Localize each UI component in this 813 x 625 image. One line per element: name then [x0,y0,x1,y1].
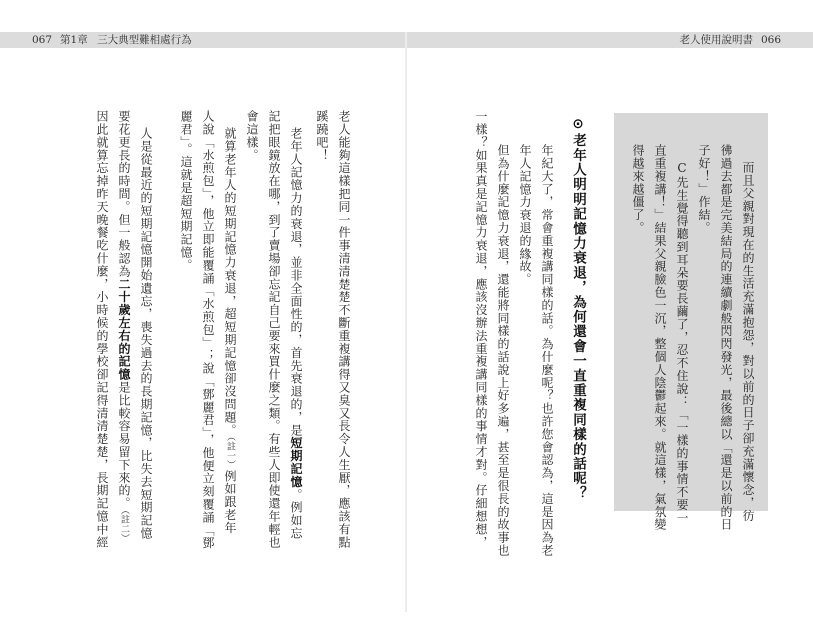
text-run: C先生覺得聽到耳朵要長繭了，忍不住說：「一樣的事情不要一 [675,161,689,525]
text-column [517,144,533,286]
text-run: 記把眼鏡放在哪，到了賣場卻忘記自己要來買什麼之類。有些人即使還年輕也 [267,110,281,549]
footnote-marker: （註一） [225,436,235,470]
text-run: 老人能夠這樣把同一件事清清楚楚不斷重複講得又臭又長令人生厭，應該有點 [337,110,351,549]
text-run: 要花更長的時間。但一般認為 [117,110,131,278]
text-run: 彿過去都是完美結局的連續劇般閃閃發光，最後總以「還是以前的日 [719,144,733,531]
book-spine [405,32,407,612]
text-run: 就算老年人的短期記憶力衰退，超短期記憶卻沒問題。 [223,127,237,437]
text-run: 年紀大了，常會重複講同樣的話。為什麼呢？也許您會認為，這是因為老 [540,144,554,557]
text-column [336,110,352,549]
text-column [539,144,555,557]
text-column [178,110,194,272]
text-column [200,110,216,550]
text-column [696,144,712,234]
left-page-number: 067 [32,34,53,46]
footnote-marker: （註二） [119,509,129,544]
text-run: 因此就算忘掉昨天晚餐吃什麼，小時候的學校卻記得清清楚楚，長期記憶中經 [95,110,109,549]
text-run: 而且父親對現在的生活充滿抱怨，對以前的日子卻充滿懷念，彷 [741,161,755,523]
right-page-number: 066 [760,34,781,46]
text-column [266,110,282,549]
text-column [495,144,511,557]
text-run: ⊙老年人明明記憶力衰退，為何還會一直重複同樣的話呢？ [570,116,586,501]
chapter-title: 三大典型難相處行為 [97,34,192,46]
text-run: 一樣？如果真是記憶力衰退，應該沒辦法重複講同樣的事情才對。仔細想想， [474,110,488,549]
text-run: 年人記憶力衰退的緣故。 [518,144,532,286]
text-column [94,110,110,549]
text-run: 子好！」作結。 [697,144,711,235]
text-column [138,127,154,540]
text-column [674,161,690,524]
text-column [288,127,304,540]
chapter-label: 第1章 [60,34,88,46]
text-column [740,161,756,522]
text-run: 得越來越僵了。 [631,144,645,235]
text-column [222,127,238,534]
emphasis-text: 二十歲左右的記憶 [117,277,131,381]
book-title: 老人使用說明書 [679,34,753,46]
text-run: 會這樣。 [245,110,259,162]
text-run: 是比較容易留下來的。 [117,380,131,510]
text-column [718,144,734,531]
text-run: 但為什麼記憶力衰退，還能將同樣的話說上好多遍，甚至是很長的故事也 [496,144,510,557]
text-column [314,110,330,162]
left-page-header [0,32,406,48]
text-run: 直重複講！」結果父親臉色一沉，整個人陰鬱起來。就這樣，氣氛變 [653,144,667,531]
text-column [473,110,489,549]
text-run: 麗君」。這就是超短期記憶。 [179,110,193,272]
emphasis-text: 短期記憶 [289,436,303,489]
text-column [652,144,668,531]
text-run: 人說「水煎包」，他立即能覆誦「水煎包」；說「鄧麗君」，他便立刻覆誦「鄧 [201,110,215,550]
text-run: 蹊蹺吧！ [315,110,329,162]
text-run: 人是從最近的短期記憶開始遺忘，喪失過去的長期記憶，比失去短期記憶 [139,127,153,540]
text-run: 例如跟老年 [223,469,237,535]
text-run: 。例如忘 [289,488,303,540]
right-page-header [407,32,813,48]
section-heading [570,116,586,501]
text-column [116,110,132,543]
text-run: 老年人記憶力的衰退，並非全面性的，首先衰退的，是 [289,127,303,437]
text-column [630,144,646,234]
text-column [244,110,260,162]
